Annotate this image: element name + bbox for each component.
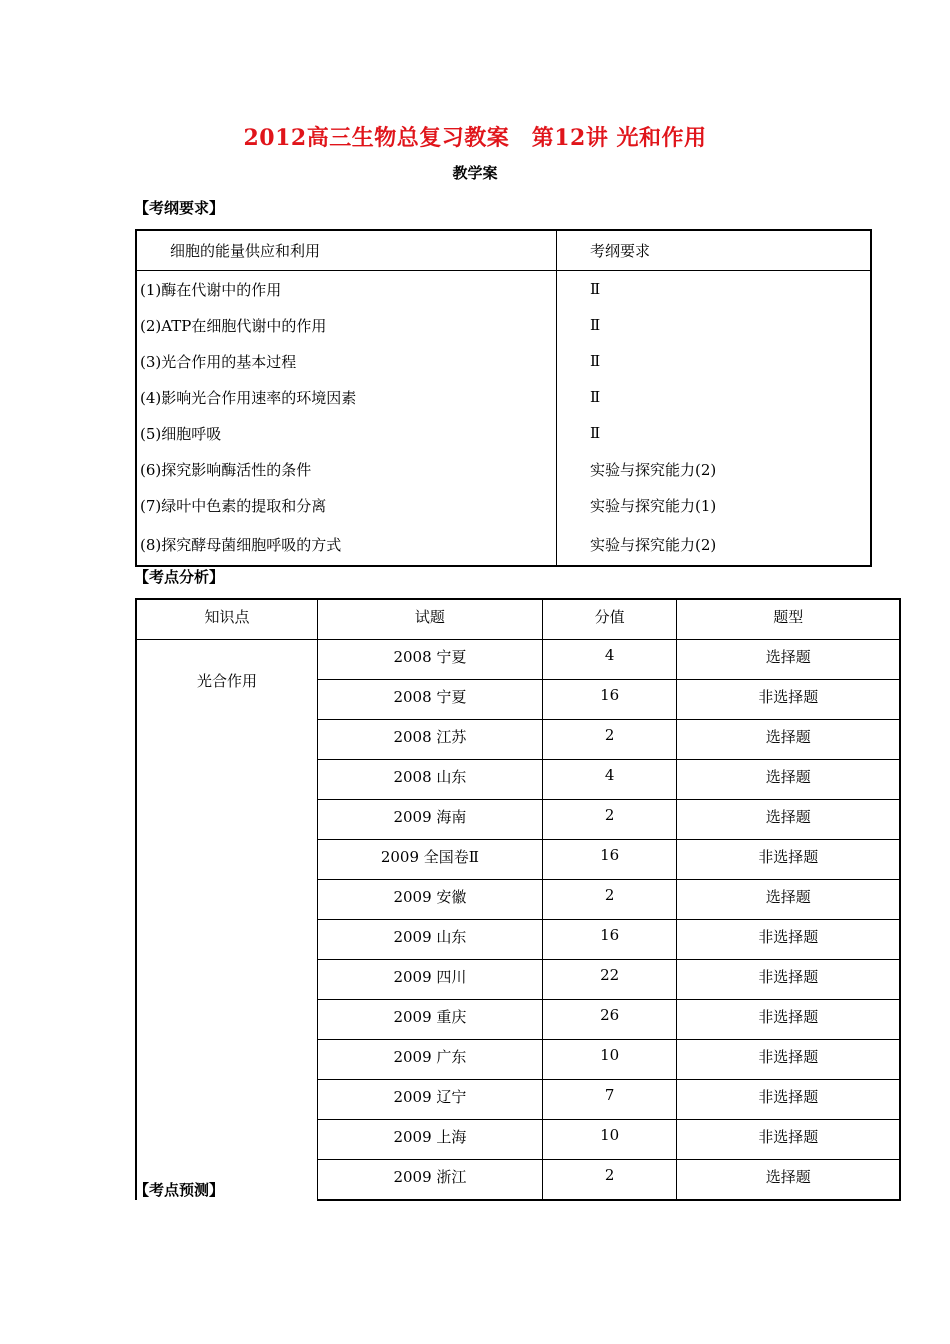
exam-cell: 2009 广东	[318, 1040, 543, 1080]
requirement-item: (2)ATP在细胞代谢中的作用	[136, 307, 557, 343]
requirement-level: Ⅱ	[590, 316, 601, 334]
analysis-header-type: 题型	[677, 599, 900, 640]
score-cell: 16	[542, 680, 677, 720]
type-cell: 选择题	[677, 640, 900, 680]
table-row	[136, 343, 871, 379]
requirement-item: (7)绿叶中色素的提取和分离	[136, 487, 557, 523]
type-cell: 非选择题	[677, 1120, 900, 1160]
type-cell: 选择题	[677, 880, 900, 920]
table-row	[136, 379, 871, 415]
score-cell: 26	[542, 1000, 677, 1040]
exam-cell: 2009 四川	[318, 960, 543, 1000]
document-subtitle: 教学案	[452, 164, 498, 182]
exam-cell: 2009 重庆	[318, 1000, 543, 1040]
section-requirements-heading: 【考纲要求】	[134, 199, 225, 217]
table-row	[136, 640, 900, 680]
type-cell: 选择题	[677, 800, 900, 840]
analysis-header-exam: 试题	[318, 599, 543, 640]
score-cell: 2	[542, 800, 677, 840]
exam-cell: 2009 山东	[318, 920, 543, 960]
requirements-header-row	[136, 230, 871, 271]
exam-cell: 2008 江苏	[318, 720, 543, 760]
type-cell: 非选择题	[677, 920, 900, 960]
requirement-level: 实验与探究能力(2)	[590, 460, 717, 479]
score-cell: 16	[542, 920, 677, 960]
document-title: 2012高三生物总复习教案 第12讲 光和作用	[243, 125, 707, 151]
type-cell: 非选择题	[677, 960, 900, 1000]
score-cell: 4	[542, 760, 677, 800]
analysis-header-knowledge: 知识点	[136, 599, 318, 640]
requirement-item: (5)细胞呼吸	[136, 415, 557, 451]
score-cell: 10	[542, 1040, 677, 1080]
requirement-level: Ⅱ	[590, 352, 601, 370]
exam-cell: 2008 山东	[318, 760, 543, 800]
requirement-level: 实验与探究能力(1)	[590, 496, 717, 515]
table-row	[136, 487, 871, 523]
requirements-table	[135, 229, 872, 567]
analysis-header-row	[136, 599, 900, 640]
exam-cell: 2009 海南	[318, 800, 543, 840]
exam-cell: 2009 全国卷Ⅱ	[318, 840, 543, 880]
type-cell: 非选择题	[677, 680, 900, 720]
analysis-header-score: 分值	[542, 599, 677, 640]
exam-cell: 2008 宁夏	[318, 640, 543, 680]
exam-cell: 2009 安徽	[318, 880, 543, 920]
score-cell: 2	[542, 1160, 677, 1201]
requirements-header-topic: 细胞的能量供应和利用	[136, 230, 557, 271]
exam-cell: 2008 宁夏	[318, 680, 543, 720]
score-cell: 4	[542, 640, 677, 680]
table-row	[136, 271, 871, 308]
requirement-level: Ⅱ	[590, 388, 601, 406]
section-analysis-heading: 【考点分析】	[134, 568, 225, 586]
score-cell: 22	[542, 960, 677, 1000]
requirement-item: (4)影响光合作用速率的环境因素	[136, 379, 557, 415]
exam-cell: 2009 上海	[318, 1120, 543, 1160]
type-cell: 选择题	[677, 760, 900, 800]
requirements-header-level: 考纲要求	[557, 230, 872, 271]
type-cell: 选择题	[677, 720, 900, 760]
table-row	[136, 415, 871, 451]
score-cell: 2	[542, 880, 677, 920]
exam-cell: 2009 浙江	[318, 1160, 543, 1201]
score-cell: 2	[542, 720, 677, 760]
requirement-item: (6)探究影响酶活性的条件	[136, 451, 557, 487]
requirement-level: Ⅱ	[590, 424, 601, 442]
type-cell: 非选择题	[677, 840, 900, 880]
score-cell: 16	[542, 840, 677, 880]
table-row	[136, 451, 871, 487]
exam-cell: 2009 辽宁	[318, 1080, 543, 1120]
requirement-level: 实验与探究能力(2)	[590, 535, 717, 554]
table-row	[136, 523, 871, 566]
requirement-item: (8)探究酵母菌细胞呼吸的方式	[136, 523, 557, 566]
type-cell: 非选择题	[677, 1080, 900, 1120]
section-forecast-heading: 【考点预测】	[134, 1181, 225, 1199]
knowledge-point-cell: 光合作用	[136, 640, 318, 1201]
requirement-item: (3)光合作用的基本过程	[136, 343, 557, 379]
score-cell: 10	[542, 1120, 677, 1160]
analysis-table	[135, 598, 901, 1201]
requirement-level: Ⅱ	[590, 280, 601, 298]
type-cell: 非选择题	[677, 1040, 900, 1080]
requirement-item: (1)酶在代谢中的作用	[136, 271, 557, 308]
type-cell: 非选择题	[677, 1000, 900, 1040]
type-cell: 选择题	[677, 1160, 900, 1201]
score-cell: 7	[542, 1080, 677, 1120]
table-row	[136, 307, 871, 343]
